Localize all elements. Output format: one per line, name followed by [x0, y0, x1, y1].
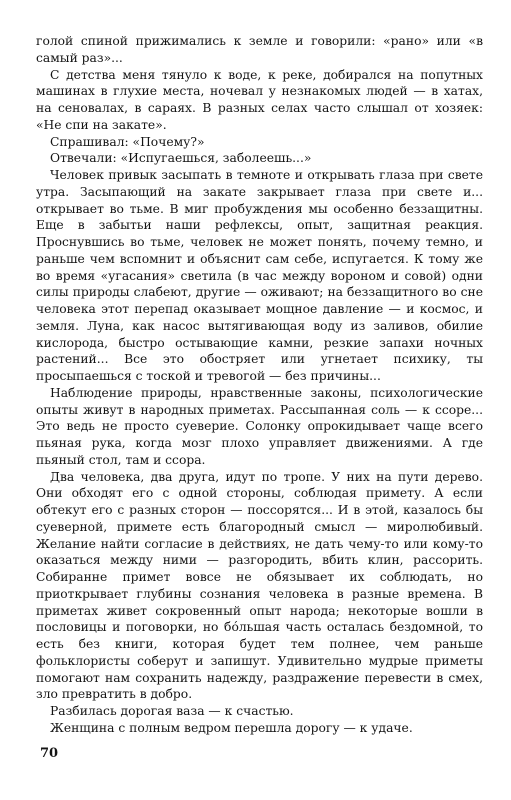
paragraph-2: С детства меня тянуло к воде, к реке, добирался на попутных машинах в глухие места, ночевал у незнакомых людей — в хатах, на сеновалах, в сараях. В разных селах часто слышал от хозяек: «Не спи на закате». [36, 67, 483, 132]
paragraph-7: Два человека, два друга, идут по тропе. У них на пути дерево. Они обходят его с одной стороны, соблюдая примету. А если обтекут его с разных сторон — поссорятся... И в этой, казалось бы суеверной, примете есть благородный смысл — миролюбивый. Желание найти согласие в действиях, не дать чему-то или кому-то оказаться между ними — разгородить, вбить клин, рассорить. Собиранне примет вовсе не обязывает их соблюдать, но приоткрывает глубины сознания человека в разные времена. В приметах живет сокровенный опыт народа; некоторые вошли в пословицы и поговорки, но бóльшая часть осталась бездомной, то есть без книги, которая будет тем полнее, чем раньше фольклористы соберут и запишут. Удивительно мудрые приметы помогают нам сохранить надежду, раздражение перевести в смех, зло превратить в добро. [36, 469, 483, 702]
paragraph-1: голой спиной прижимались к земле и говорили: «рано» или «в самый раз»... [36, 34, 483, 65]
paragraph-3: Спрашивал: «Почему?» [50, 134, 205, 149]
paragraph-9: Женщина с полным ведром перешла дорогу — к удаче. [50, 720, 413, 735]
paragraph-4: Отвечали: «Испугаешься, заболеешь...» [50, 151, 312, 166]
paragraph-5: Человек привык засыпать в темноте и открывать глаза при свете утра. Засыпающий на закате закрывает глаза при свете и... открывает во тьме. В миг пробуждения мы особенно беззащитны. Еще в забытьи наши рефлексы, опыт, защитная реакция. Проснувшись во тьме, человек не может понять, почему темно, и раньше чем вспомнит и объяснит сам себе, испугается. К тому же во время «угасания» светила (в час между вороном и совой) одни силы природы слабеют, другие — оживают; на беззащитного во сне человека этот перепад оказывает мощное давление — и космос, и земля. Луна, как насос вытягивающая воду из заливов, обилие кислорода, быстро остывающие камни, резкие запахи ночных растений... Все это обостряет или угнетает психику, ты просыпаешься с тоской и тревогой — без причины... [36, 168, 483, 383]
paragraph-6: Наблюдение природы, нравственные законы, психологические опыты живут в народных приметах. Рассыпанная соль — к ссоре... Это ведь не просто суеверие. Солонку опрокидывает чаще всего пьяная рука, когда мозг плохо управляет движениями. А где пьяный стол, там и ссора. [36, 385, 483, 467]
paragraph-8: Разбилась дорогая ваза — к счастью. [50, 704, 294, 718]
book-page-text [36, 33, 483, 773]
page-number: 70 [40, 746, 59, 761]
